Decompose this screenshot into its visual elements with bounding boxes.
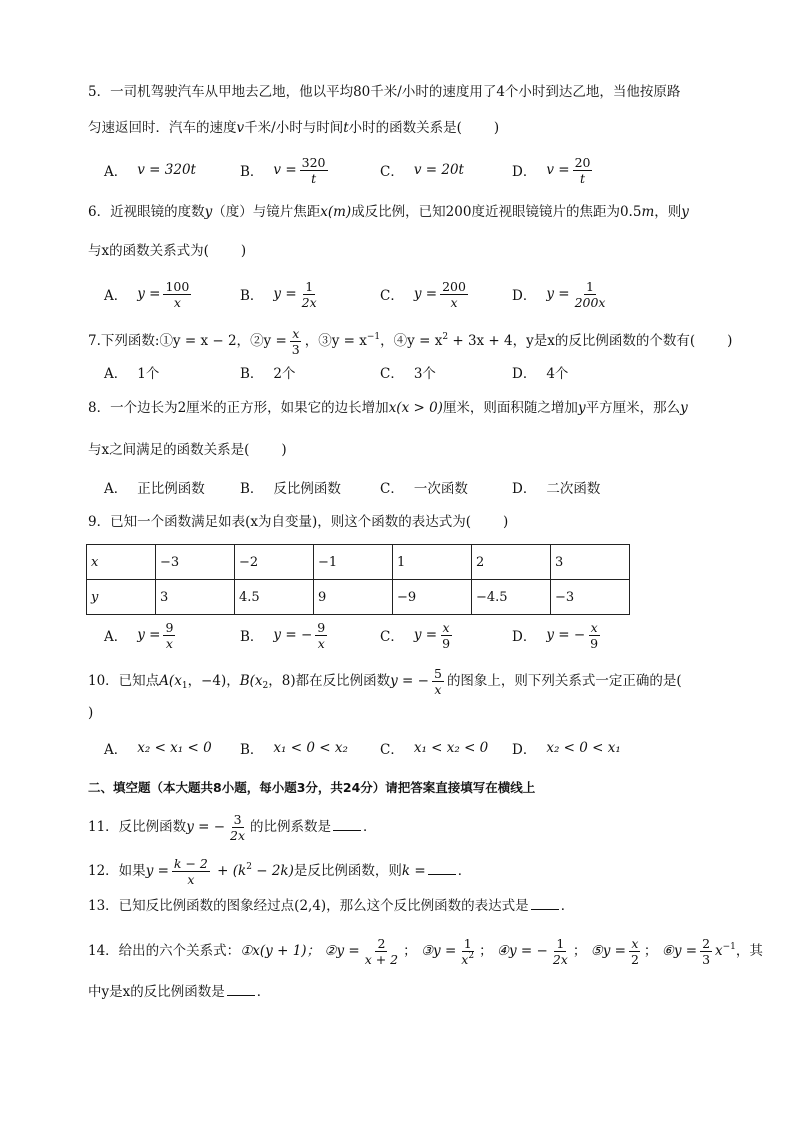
q6-option-a[interactable]: A． y = $\frac{100}{x}$ [104, 278, 190, 310]
q13-answer-blank[interactable] [531, 897, 559, 910]
q7-option-a[interactable]: A． 1个 [104, 366, 160, 382]
section-heading: 二、填空题（本大题共8小题，每小题3分，共24分）请把答案直接填写在横线上 [88, 780, 536, 795]
q6-option-d[interactable]: D． y = $\frac{1}{200x}$ [512, 278, 606, 310]
q10-option-c[interactable]: C． x₁ < x₂ < 0 [380, 740, 489, 758]
q5-option-c[interactable]: C． v = 20t [380, 162, 464, 180]
q5-options [104, 150, 704, 190]
q8-option-a[interactable]: A． 正比例函数 [104, 481, 205, 497]
q5-line1: 5．一司机驾驶汽车从甲地去乙地，他以平均80千米/小时的速度用了4个小时到达乙地，当他按原路 [88, 84, 681, 100]
q6-options [104, 274, 704, 314]
q9-option-d[interactable]: D． y = − $\frac{x}{9}$ [512, 619, 599, 651]
q14-line1: 14．给出的六个关系式：①x(y + 1)； ②y = $\frac{2}{x + 2}$ ； ③y = $\frac{1}{x^2}$ ； ④y = − $\frac{1}{2x}$ ； ⑤y = $\frac{x}{2}$ ； ⑥y = $\frac{2}{3}$ $x^{-1}$，其 [88, 936, 763, 967]
q6-line2: 与x的函数关系式为( ) [88, 243, 247, 259]
q11-line: 11．反比例函数y = − $\frac{3}{2x}$ 的比例系数是 ． [88, 812, 377, 843]
q10-options [104, 728, 704, 768]
q8-option-d[interactable]: D． 二次函数 [512, 481, 601, 497]
q8-line1: 8．一个边长为2厘米的正方形，如果它的边长增加x(x > 0)厘米，则面积随之增加y平方厘米，那么y [88, 400, 688, 416]
q7-line1: 7.下列函数:①y = x − 2，②y = $\frac{x}{3}$ ，③y = $x^{-1}$，④y = $x^2 + 3x + 4$，y是x的反比例函数的个数有( ) [88, 326, 733, 357]
table-cell: −1 [314, 545, 393, 580]
q14-line2: 中y是x的反比例函数是 ． [88, 984, 271, 1000]
q6-option-c[interactable]: C． y = $\frac{200}{x}$ [380, 278, 466, 310]
q6-option-b[interactable]: B． y = $\frac{1}{2x}$ [240, 278, 317, 310]
q7-option-d[interactable]: D． 4个 [512, 366, 569, 382]
table-cell: −3 [551, 580, 630, 615]
q8-option-b[interactable]: B． 反比例函数 [240, 481, 341, 497]
q7-option-c[interactable]: C． 3个 [380, 366, 436, 382]
q10-line1: 10．已知点$A(x_1$，−4)，$B(x_2$，8)都在反比例函数y = − $\frac{5}{x}$ 的图象上，则下列关系式一定正确的是( [88, 666, 682, 697]
table-cell: 1 [393, 545, 472, 580]
q9-option-a[interactable]: A． y = $\frac{9}{x}$ [104, 619, 174, 651]
q9-option-c[interactable]: C． y = $\frac{x}{9}$ [380, 619, 451, 651]
table-row [87, 580, 630, 615]
q8-options [104, 467, 704, 507]
q12-line: 12．如果y = $\frac{k - 2}{x}$ + $(k^2 - 2k)$是反比例函数，则k = ． [88, 856, 472, 887]
q10-line2: ) [88, 705, 94, 721]
table-cell: −4.5 [472, 580, 551, 615]
q10-option-b[interactable]: B． x₁ < 0 < x₂ [240, 740, 348, 758]
table-cell: 3 [156, 580, 235, 615]
q7-options [104, 352, 704, 392]
table-cell: 9 [314, 580, 393, 615]
q9-line1: 9．已知一个函数满足如表(x为自变量)，则这个函数的表达式为( ) [88, 514, 509, 530]
table-cell: −9 [393, 580, 472, 615]
q6-line1: 6．近视眼镜的度数y（度）与镜片焦距x(m)成反比例，已知200度近视眼镜镜片的焦距为0.5m，则y [88, 204, 689, 220]
q13-line: 13．已知反比例函数的图象经过点(2,4)，那么这个反比例函数的表达式是 ． [88, 898, 575, 914]
q11-answer-blank[interactable] [333, 818, 361, 831]
q8-option-c[interactable]: C． 一次函数 [380, 481, 468, 497]
q5-line2: 匀速返回时．汽车的速度v千米/小时与时间t小时的函数关系是( ) [88, 120, 500, 136]
q7-option-b[interactable]: B． 2个 [240, 366, 296, 382]
table-cell: y [87, 580, 156, 615]
q9-table [86, 544, 630, 615]
table-cell: 2 [472, 545, 551, 580]
q10-option-a[interactable]: A． x₂ < x₁ < 0 [104, 740, 212, 758]
q5-option-d[interactable]: D． v = $\frac{20}{t}$ [512, 154, 591, 186]
table-cell: x [87, 545, 156, 580]
q5-option-a[interactable]: A． v = 320t [104, 162, 196, 180]
q5-option-b[interactable]: B． v = $\frac{320}{t}$ [240, 154, 326, 186]
table-cell: −2 [235, 545, 314, 580]
q9-option-b[interactable]: B． y = − $\frac{9}{x}$ [240, 619, 326, 651]
q14-answer-blank[interactable] [227, 983, 255, 996]
table-cell: 3 [551, 545, 630, 580]
q12-answer-blank[interactable] [428, 862, 456, 875]
table-cell: −3 [156, 545, 235, 580]
q9-options [104, 615, 704, 655]
q8-line2: 与x之间满足的函数关系是( ) [88, 442, 287, 458]
table-cell: 4.5 [235, 580, 314, 615]
q10-option-d[interactable]: D． x₂ < 0 < x₁ [512, 740, 621, 758]
table-row [87, 545, 630, 580]
